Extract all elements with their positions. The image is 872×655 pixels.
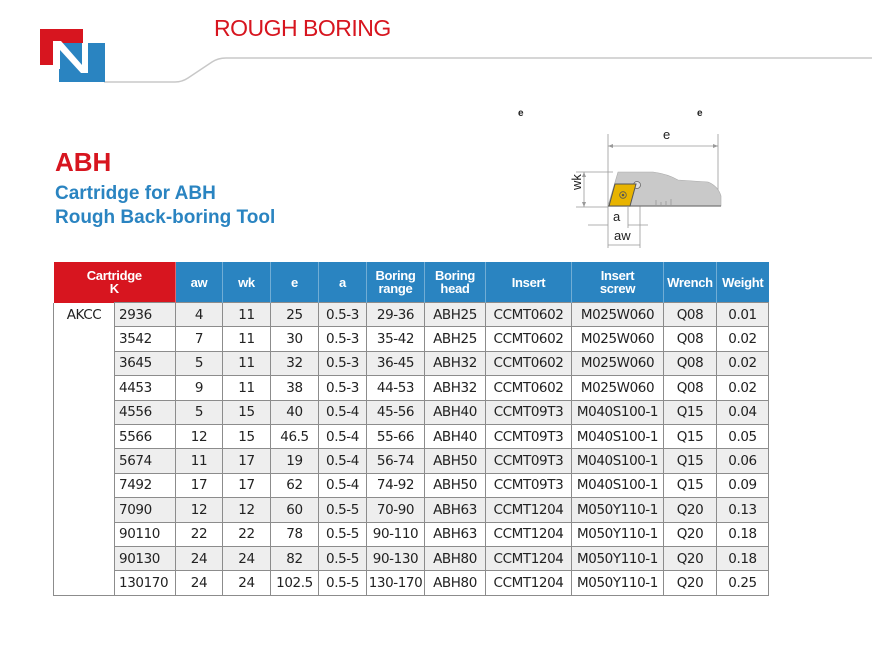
cell-weight: 0.09 [717, 473, 769, 497]
stray-mark: e [697, 108, 703, 119]
cell-boring-range: 90-110 [367, 522, 425, 546]
product-subtitle [55, 182, 275, 230]
cell-insert: CCMT0602 [486, 376, 572, 400]
table-row [54, 498, 769, 522]
cell-insert-screw: M050Y110-1 [572, 522, 664, 546]
cell-insert-screw: M050Y110-1 [572, 546, 664, 570]
cell-cartridge-k: 2936 [115, 303, 176, 327]
cell-boring-head: ABH63 [425, 498, 486, 522]
cell-insert: CCMT1204 [486, 546, 572, 570]
cell-insert: CCMT1204 [486, 571, 572, 595]
cell-weight: 0.18 [717, 546, 769, 570]
table-row [54, 303, 769, 327]
cell-wrench: Q20 [664, 498, 717, 522]
diagram-label-wk: wk [569, 174, 584, 190]
cell-a: 0.5-4 [319, 400, 367, 424]
cell-boring-range: 35-42 [367, 327, 425, 351]
cell-insert-screw: M040S100-1 [572, 449, 664, 473]
cell-e: 46.5 [271, 424, 319, 448]
cell-weight: 0.25 [717, 571, 769, 595]
table-row [54, 473, 769, 497]
header-e: e [271, 262, 319, 303]
cell-a: 0.5-3 [319, 376, 367, 400]
table-row [54, 351, 769, 375]
cell-e: 102.5 [271, 571, 319, 595]
cell-cartridge-k: 7090 [115, 498, 176, 522]
cell-wrench: Q20 [664, 522, 717, 546]
cell-weight: 0.18 [717, 522, 769, 546]
cell-boring-head: ABH40 [425, 424, 486, 448]
table-row [54, 571, 769, 595]
cell-wrench: Q08 [664, 376, 717, 400]
cell-wrench: Q15 [664, 473, 717, 497]
cell-insert-screw: M025W060 [572, 327, 664, 351]
cell-weight: 0.04 [717, 400, 769, 424]
header-wrench: Wrench [664, 262, 717, 303]
cell-aw: 24 [176, 571, 223, 595]
cell-boring-range: 90-130 [367, 546, 425, 570]
cell-wk: 17 [223, 449, 271, 473]
header-insert: Insert [486, 262, 572, 303]
cell-boring-range: 74-92 [367, 473, 425, 497]
cell-cartridge-k: 3542 [115, 327, 176, 351]
cell-boring-head: ABH80 [425, 571, 486, 595]
stray-mark: e [518, 108, 524, 119]
cell-boring-head: ABH63 [425, 522, 486, 546]
cell-e: 78 [271, 522, 319, 546]
cell-insert-screw: M050Y110-1 [572, 571, 664, 595]
table-row [54, 327, 769, 351]
cell-wk: 11 [223, 303, 271, 327]
cell-cartridge-k: 5674 [115, 449, 176, 473]
table-row [54, 400, 769, 424]
specification-table [53, 262, 769, 596]
cell-aw: 12 [176, 424, 223, 448]
cell-insert: CCMT1204 [486, 522, 572, 546]
brand-logo-icon [40, 29, 105, 82]
cell-cartridge-k: 90110 [115, 522, 176, 546]
header-cartridge: Cartridge K [54, 262, 176, 303]
cell-e: 30 [271, 327, 319, 351]
cell-weight: 0.02 [717, 351, 769, 375]
cell-a: 0.5-5 [319, 498, 367, 522]
table-row [54, 376, 769, 400]
cell-wrench: Q20 [664, 546, 717, 570]
cell-e: 38 [271, 376, 319, 400]
header-boring-range: Boring range [367, 262, 425, 303]
cell-e: 62 [271, 473, 319, 497]
header-boring-head: Boring head [425, 262, 486, 303]
table-row [54, 546, 769, 570]
cell-wrench: Q08 [664, 351, 717, 375]
cell-e: 25 [271, 303, 319, 327]
cell-wk: 15 [223, 424, 271, 448]
cell-insert: CCMT0602 [486, 351, 572, 375]
cell-aw: 5 [176, 400, 223, 424]
cell-insert-screw: M025W060 [572, 351, 664, 375]
cell-e: 82 [271, 546, 319, 570]
cell-wk: 24 [223, 546, 271, 570]
cell-aw: 11 [176, 449, 223, 473]
cell-boring-range: 36-45 [367, 351, 425, 375]
header-insert-screw: Insert screw [572, 262, 664, 303]
header-aw: aw [176, 262, 223, 303]
cell-e: 40 [271, 400, 319, 424]
cell-boring-range: 70-90 [367, 498, 425, 522]
cell-a: 0.5-4 [319, 424, 367, 448]
cell-boring-head: ABH32 [425, 351, 486, 375]
cell-insert: CCMT09T3 [486, 400, 572, 424]
cell-a: 0.5-3 [319, 351, 367, 375]
cell-aw: 4 [176, 303, 223, 327]
cell-boring-head: ABH25 [425, 327, 486, 351]
cell-boring-head: ABH40 [425, 400, 486, 424]
cell-weight: 0.06 [717, 449, 769, 473]
cell-cartridge-k: 4453 [115, 376, 176, 400]
cell-boring-range: 29-36 [367, 303, 425, 327]
cell-cartridge-k: 5566 [115, 424, 176, 448]
cell-insert: CCMT09T3 [486, 449, 572, 473]
cell-boring-range: 56-74 [367, 449, 425, 473]
cell-wrench: Q15 [664, 449, 717, 473]
cell-wrench: Q20 [664, 571, 717, 595]
cell-wrench: Q08 [664, 327, 717, 351]
cell-insert: CCMT09T3 [486, 473, 572, 497]
header-a: a [319, 262, 367, 303]
cell-boring-range: 44-53 [367, 376, 425, 400]
cell-wk: 22 [223, 522, 271, 546]
cell-weight: 0.02 [717, 327, 769, 351]
cell-boring-range: 55-66 [367, 424, 425, 448]
cell-wrench: Q15 [664, 400, 717, 424]
cell-boring-head: ABH25 [425, 303, 486, 327]
table-row [54, 522, 769, 546]
cell-insert: CCMT1204 [486, 498, 572, 522]
cell-series: AKCC [54, 303, 115, 596]
header-wk: wk [223, 262, 271, 303]
cell-a: 0.5-3 [319, 303, 367, 327]
cell-insert-screw: M025W060 [572, 376, 664, 400]
cell-insert-screw: M050Y110-1 [572, 498, 664, 522]
subtitle-line-2: Rough Back-boring Tool [55, 207, 276, 228]
cell-cartridge-k: 4556 [115, 400, 176, 424]
cell-wk: 24 [223, 571, 271, 595]
cell-wk: 11 [223, 376, 271, 400]
cell-a: 0.5-5 [319, 522, 367, 546]
table-row [54, 449, 769, 473]
cell-cartridge-k: 7492 [115, 473, 176, 497]
cell-aw: 12 [176, 498, 223, 522]
cell-aw: 7 [176, 327, 223, 351]
cartridge-dimension-diagram [558, 124, 728, 252]
diagram-label-a: a [613, 209, 621, 224]
cell-e: 19 [271, 449, 319, 473]
product-code: ABH [55, 147, 112, 177]
cell-cartridge-k: 90130 [115, 546, 176, 570]
cell-wk: 11 [223, 327, 271, 351]
cell-weight: 0.13 [717, 498, 769, 522]
table-header-row [54, 262, 769, 303]
cell-aw: 5 [176, 351, 223, 375]
cell-boring-range: 130-170 [367, 571, 425, 595]
cell-weight: 0.01 [717, 303, 769, 327]
cell-e: 60 [271, 498, 319, 522]
cell-cartridge-k: 3645 [115, 351, 176, 375]
cell-weight: 0.05 [717, 424, 769, 448]
header-weight: Weight [717, 262, 769, 303]
cell-wrench: Q15 [664, 424, 717, 448]
cell-aw: 24 [176, 546, 223, 570]
cell-aw: 9 [176, 376, 223, 400]
cell-e: 32 [271, 351, 319, 375]
cell-a: 0.5-3 [319, 327, 367, 351]
cell-boring-head: ABH32 [425, 376, 486, 400]
cell-insert: CCMT0602 [486, 303, 572, 327]
table-row [54, 424, 769, 448]
diagram-label-e: e [663, 127, 671, 142]
diagram-label-aw: aw [614, 228, 631, 243]
page-title: ROUGH BORING [214, 15, 391, 41]
cell-boring-range: 45-56 [367, 400, 425, 424]
cell-a: 0.5-4 [319, 449, 367, 473]
cell-insert: CCMT0602 [486, 327, 572, 351]
cell-insert-screw: M040S100-1 [572, 473, 664, 497]
cell-a: 0.5-5 [319, 571, 367, 595]
cell-wk: 17 [223, 473, 271, 497]
cell-boring-head: ABH50 [425, 449, 486, 473]
cell-insert-screw: M040S100-1 [572, 400, 664, 424]
cell-wk: 11 [223, 351, 271, 375]
cell-wrench: Q08 [664, 303, 717, 327]
cell-aw: 17 [176, 473, 223, 497]
cell-insert-screw: M040S100-1 [572, 424, 664, 448]
cell-boring-head: ABH50 [425, 473, 486, 497]
cell-aw: 22 [176, 522, 223, 546]
cell-wk: 15 [223, 400, 271, 424]
cell-boring-head: ABH80 [425, 546, 486, 570]
header-divider-line [0, 0, 872, 100]
cell-insert: CCMT09T3 [486, 424, 572, 448]
subtitle-line-1: Cartridge for ABH [55, 183, 216, 204]
cell-a: 0.5-5 [319, 546, 367, 570]
cell-insert-screw: M025W060 [572, 303, 664, 327]
cell-cartridge-k: 130170 [115, 571, 176, 595]
cell-wk: 12 [223, 498, 271, 522]
cell-a: 0.5-4 [319, 473, 367, 497]
cell-weight: 0.02 [717, 376, 769, 400]
